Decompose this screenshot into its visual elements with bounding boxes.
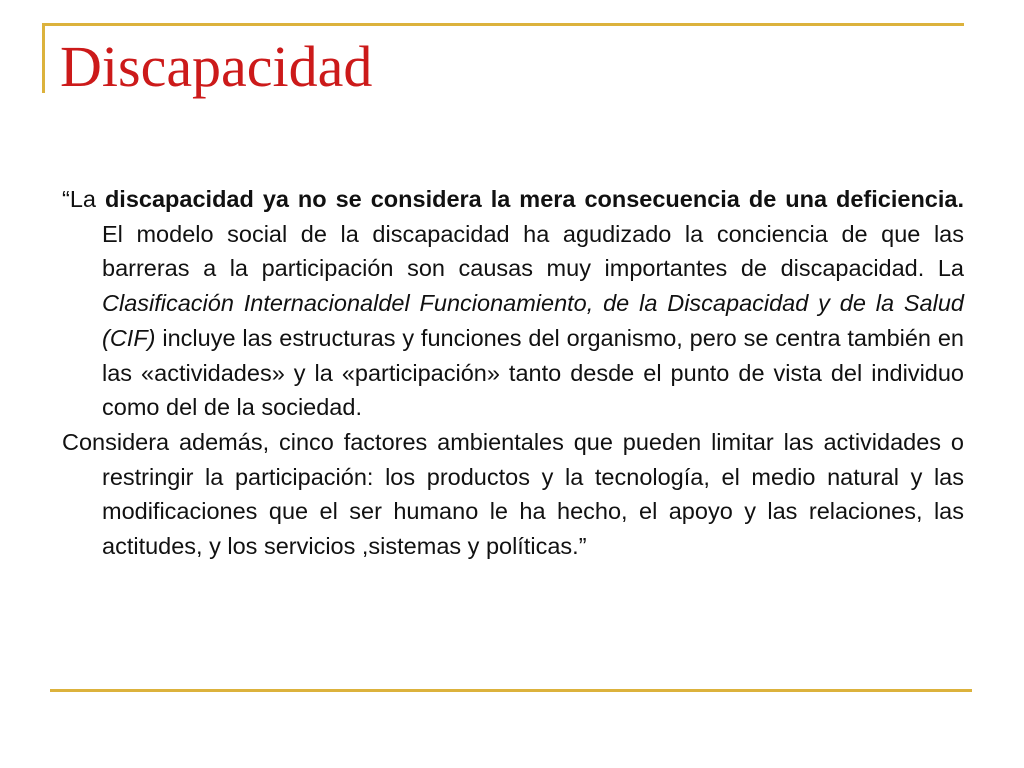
- left-border-line: [42, 23, 45, 93]
- paragraph-quote-cif: [62, 182, 964, 425]
- paragraph-1-end: incluye las estructuras y funciones del organismo, pero se centra también en las «actividades» y la «participación» tanto desde el punto de vista del individuo como del de la sociedad.: [102, 324, 964, 421]
- paragraph-1-bold-phrase: discapacidad ya no se considera la mera consecuencia de una deficiencia.: [104, 186, 965, 212]
- slide-title: Discapacidad: [60, 34, 373, 99]
- paragraph-1-italic-phrase: Clasificación Internacionaldel Funcionamiento, de la Discapacidad y de la Salud (CIF): [102, 290, 964, 351]
- top-border-line: [42, 23, 964, 26]
- paragraph-1-middle: El modelo social de la discapacidad ha agudizado la conciencia de que las barreras a la participación son causas muy importantes de discapacidad. La: [102, 220, 964, 282]
- paragraph-1-start: “La: [62, 186, 105, 212]
- paragraph-environmental-factors: Considera además, cinco factores ambientales que pueden limitar las actividades o restringir la participación: los productos y la tecnología, el medio natural y las modificaciones que el ser humano le ha hecho, el apoyo y las relaciones, las actitudes, y los servicios ,sistemas y políticas.”: [62, 428, 964, 560]
- slide-body: [62, 182, 964, 564]
- bottom-border-line: [50, 689, 972, 692]
